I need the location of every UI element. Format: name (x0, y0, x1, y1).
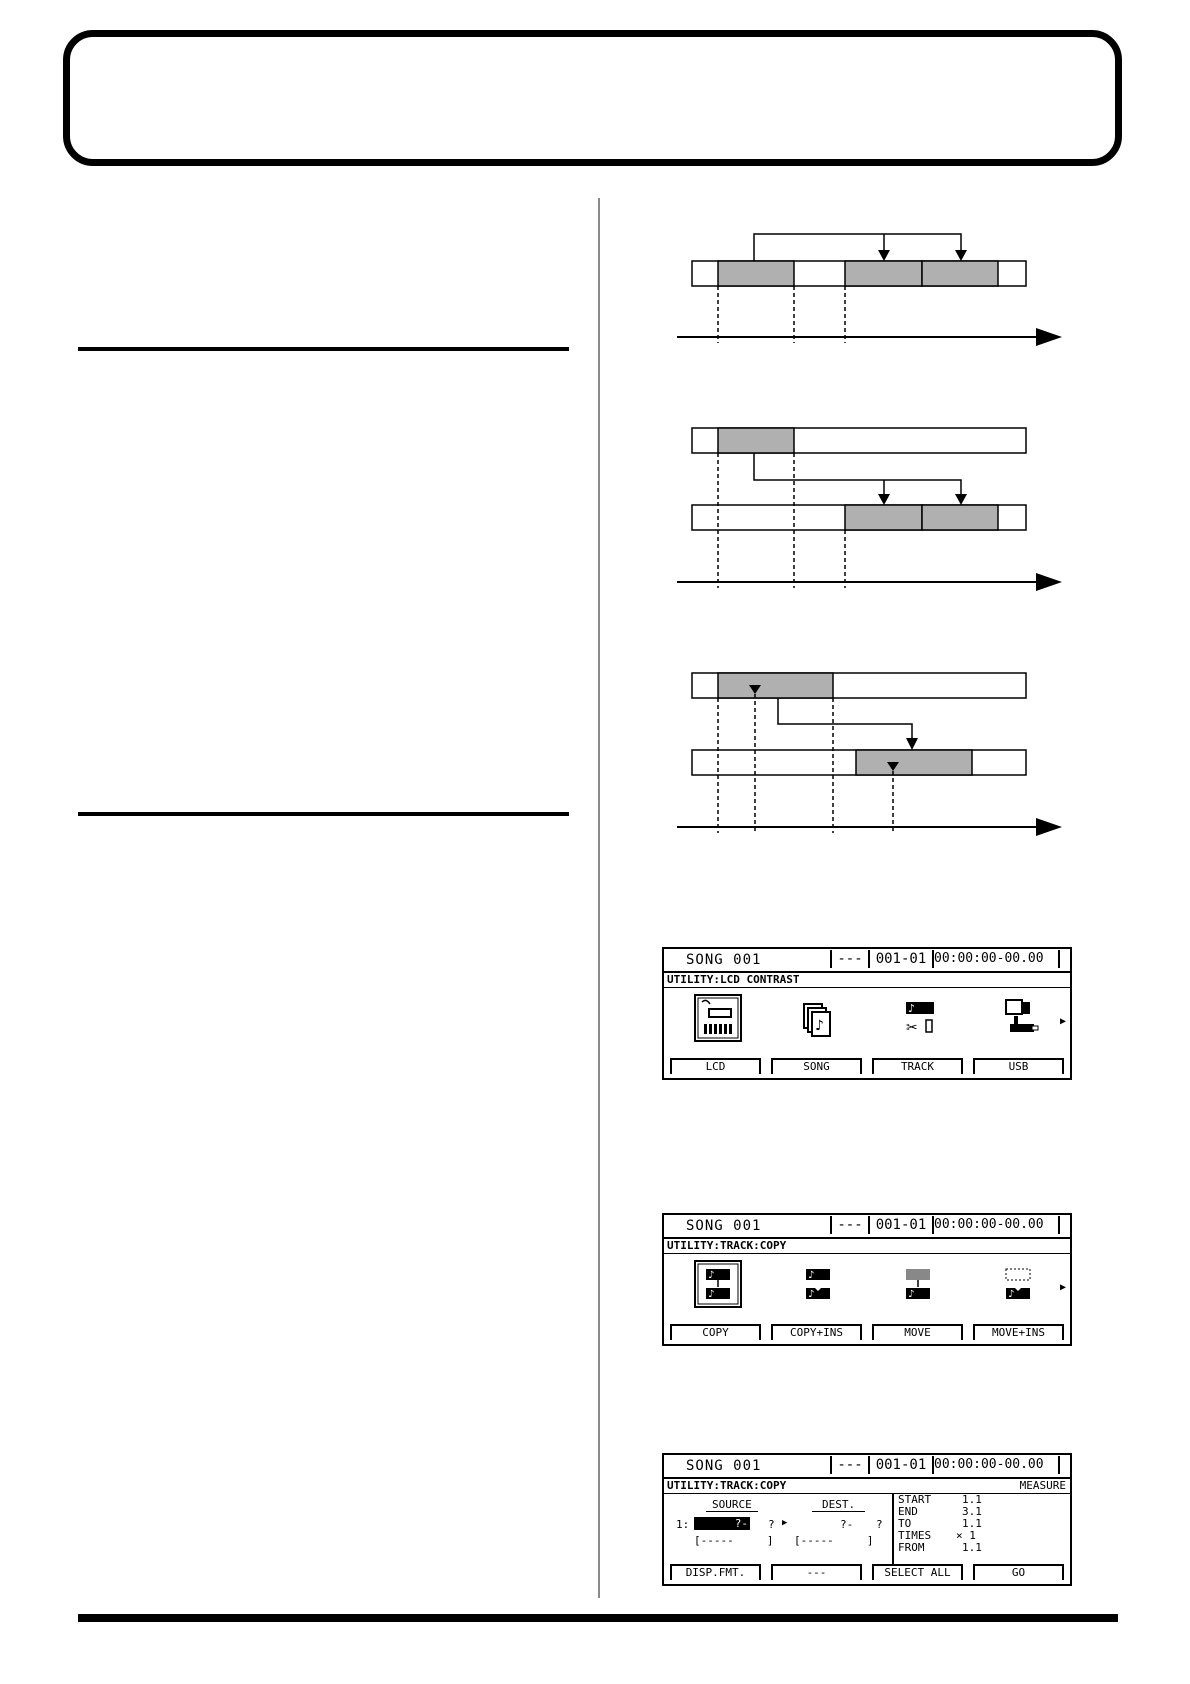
svg-text:✂: ✂ (906, 1020, 918, 1036)
diagram-copy-other-track (677, 428, 1062, 591)
lcd-header (664, 949, 1070, 973)
f1-disp-fmt-button[interactable]: DISP.FMT. (670, 1564, 761, 1580)
menu-path-text: UTILITY:LCD CONTRAST (667, 973, 800, 986)
param-value: 1.1 (962, 1541, 982, 1554)
menu-path (664, 1239, 1070, 1254)
dest-q: ? (876, 1518, 883, 1531)
param-value: 1.1 (962, 1493, 982, 1506)
function-keys (664, 1324, 1070, 1344)
f3-track-button[interactable]: TRACK (872, 1058, 963, 1074)
svg-text:♪: ♪ (815, 1018, 824, 1034)
function-keys (664, 1058, 1070, 1078)
f4-go-button[interactable]: GO (973, 1564, 1064, 1580)
param-value: 3.1 (962, 1505, 982, 1518)
lcd-header (664, 1215, 1070, 1239)
source-label: SOURCE (706, 1498, 758, 1512)
menu-path (664, 973, 1070, 988)
dest-label: DEST. (812, 1498, 865, 1512)
f4-usb-button[interactable]: USB (973, 1058, 1064, 1074)
page-right-arrow[interactable]: ▶ (1059, 1016, 1066, 1027)
param-from[interactable] (898, 1542, 1058, 1554)
param-label: START (898, 1493, 932, 1506)
svg-text:♪: ♪ (908, 1289, 915, 1300)
display-format: MEASURE (1019, 1479, 1066, 1492)
track-status: --- (830, 1216, 870, 1234)
dest-name: [----- ] (794, 1534, 874, 1547)
dest-track-field[interactable]: ?- (840, 1518, 854, 1531)
lcd-header (664, 1455, 1070, 1479)
measure-readout: 001-01 (870, 1216, 934, 1234)
svg-text:♪: ♪ (808, 1289, 815, 1300)
param-label: FROM (898, 1541, 925, 1554)
source-q: ? (768, 1518, 775, 1531)
lcd-icon[interactable] (694, 994, 742, 1042)
lcd-track-copy (662, 1453, 1072, 1586)
move-ins-icon[interactable] (994, 1260, 1042, 1308)
menu-path-text: UTILITY:TRACK:COPY (667, 1479, 787, 1492)
time-readout: 00:00:00-00.00 (934, 1456, 1060, 1474)
track-icon[interactable] (894, 994, 942, 1042)
song-name: SONG 001 (686, 952, 762, 968)
param-label: END (898, 1505, 918, 1518)
svg-text:♪: ♪ (1008, 1289, 1015, 1300)
copy-parameters (664, 1494, 1070, 1564)
song-icon[interactable] (794, 994, 842, 1042)
f3-select-all-button[interactable]: SELECT ALL (872, 1564, 963, 1580)
measure-readout: 001-01 (870, 1456, 934, 1474)
param-label: TO (898, 1517, 912, 1530)
function-keys (664, 1564, 1070, 1584)
svg-text:♪: ♪ (808, 1270, 815, 1281)
page-right-arrow[interactable]: ▶ (1059, 1282, 1066, 1293)
song-name: SONG 001 (686, 1218, 762, 1234)
time-readout: 00:00:00-00.00 (934, 1216, 1060, 1234)
move-icon[interactable] (894, 1260, 942, 1308)
diagram-copy-from-point (677, 673, 1062, 836)
time-readout: 00:00:00-00.00 (934, 950, 1060, 968)
source-track-field[interactable]: ?- (694, 1517, 750, 1530)
track-status: --- (830, 950, 870, 968)
f4-move-ins-button[interactable]: MOVE+INS (973, 1324, 1064, 1340)
f2-empty-button[interactable]: --- (771, 1564, 862, 1580)
copy-icon[interactable] (694, 1260, 742, 1308)
f1-copy-button[interactable]: COPY (670, 1324, 761, 1340)
f2-song-button[interactable]: SONG (771, 1058, 862, 1074)
param-label: TIMES (898, 1529, 932, 1542)
f2-copy-ins-button[interactable]: COPY+INS (771, 1324, 862, 1340)
svg-text:♪: ♪ (708, 1270, 715, 1281)
lcd-utility-menu (662, 947, 1072, 1080)
lcd-track-menu (662, 1213, 1072, 1346)
usb-icon[interactable] (994, 994, 1042, 1042)
source-name: [----- ] (694, 1534, 774, 1547)
menu-icons (664, 988, 1070, 1058)
arrow-icon: ▶ (782, 1518, 788, 1528)
track-status: --- (830, 1456, 870, 1474)
row-number: 1: (676, 1518, 690, 1531)
menu-path-text: UTILITY:TRACK:COPY (667, 1239, 787, 1252)
measure-readout: 001-01 (870, 950, 934, 968)
param-value: × 1 (956, 1529, 976, 1542)
footer-rule (78, 1614, 1118, 1622)
menu-path (664, 1479, 1070, 1494)
source-dest-panel (664, 1494, 894, 1564)
param-value: 1.1 (962, 1517, 982, 1530)
svg-text:♪: ♪ (708, 1289, 715, 1300)
f1-lcd-button[interactable]: LCD (670, 1058, 761, 1074)
song-name: SONG 001 (686, 1458, 762, 1474)
f3-move-button[interactable]: MOVE (872, 1324, 963, 1340)
diagram-copy-same-track (677, 234, 1062, 346)
param-list (898, 1494, 1058, 1554)
svg-text:♪: ♪ (908, 1002, 916, 1015)
menu-icons (664, 1254, 1070, 1324)
copy-ins-icon[interactable] (794, 1260, 842, 1308)
